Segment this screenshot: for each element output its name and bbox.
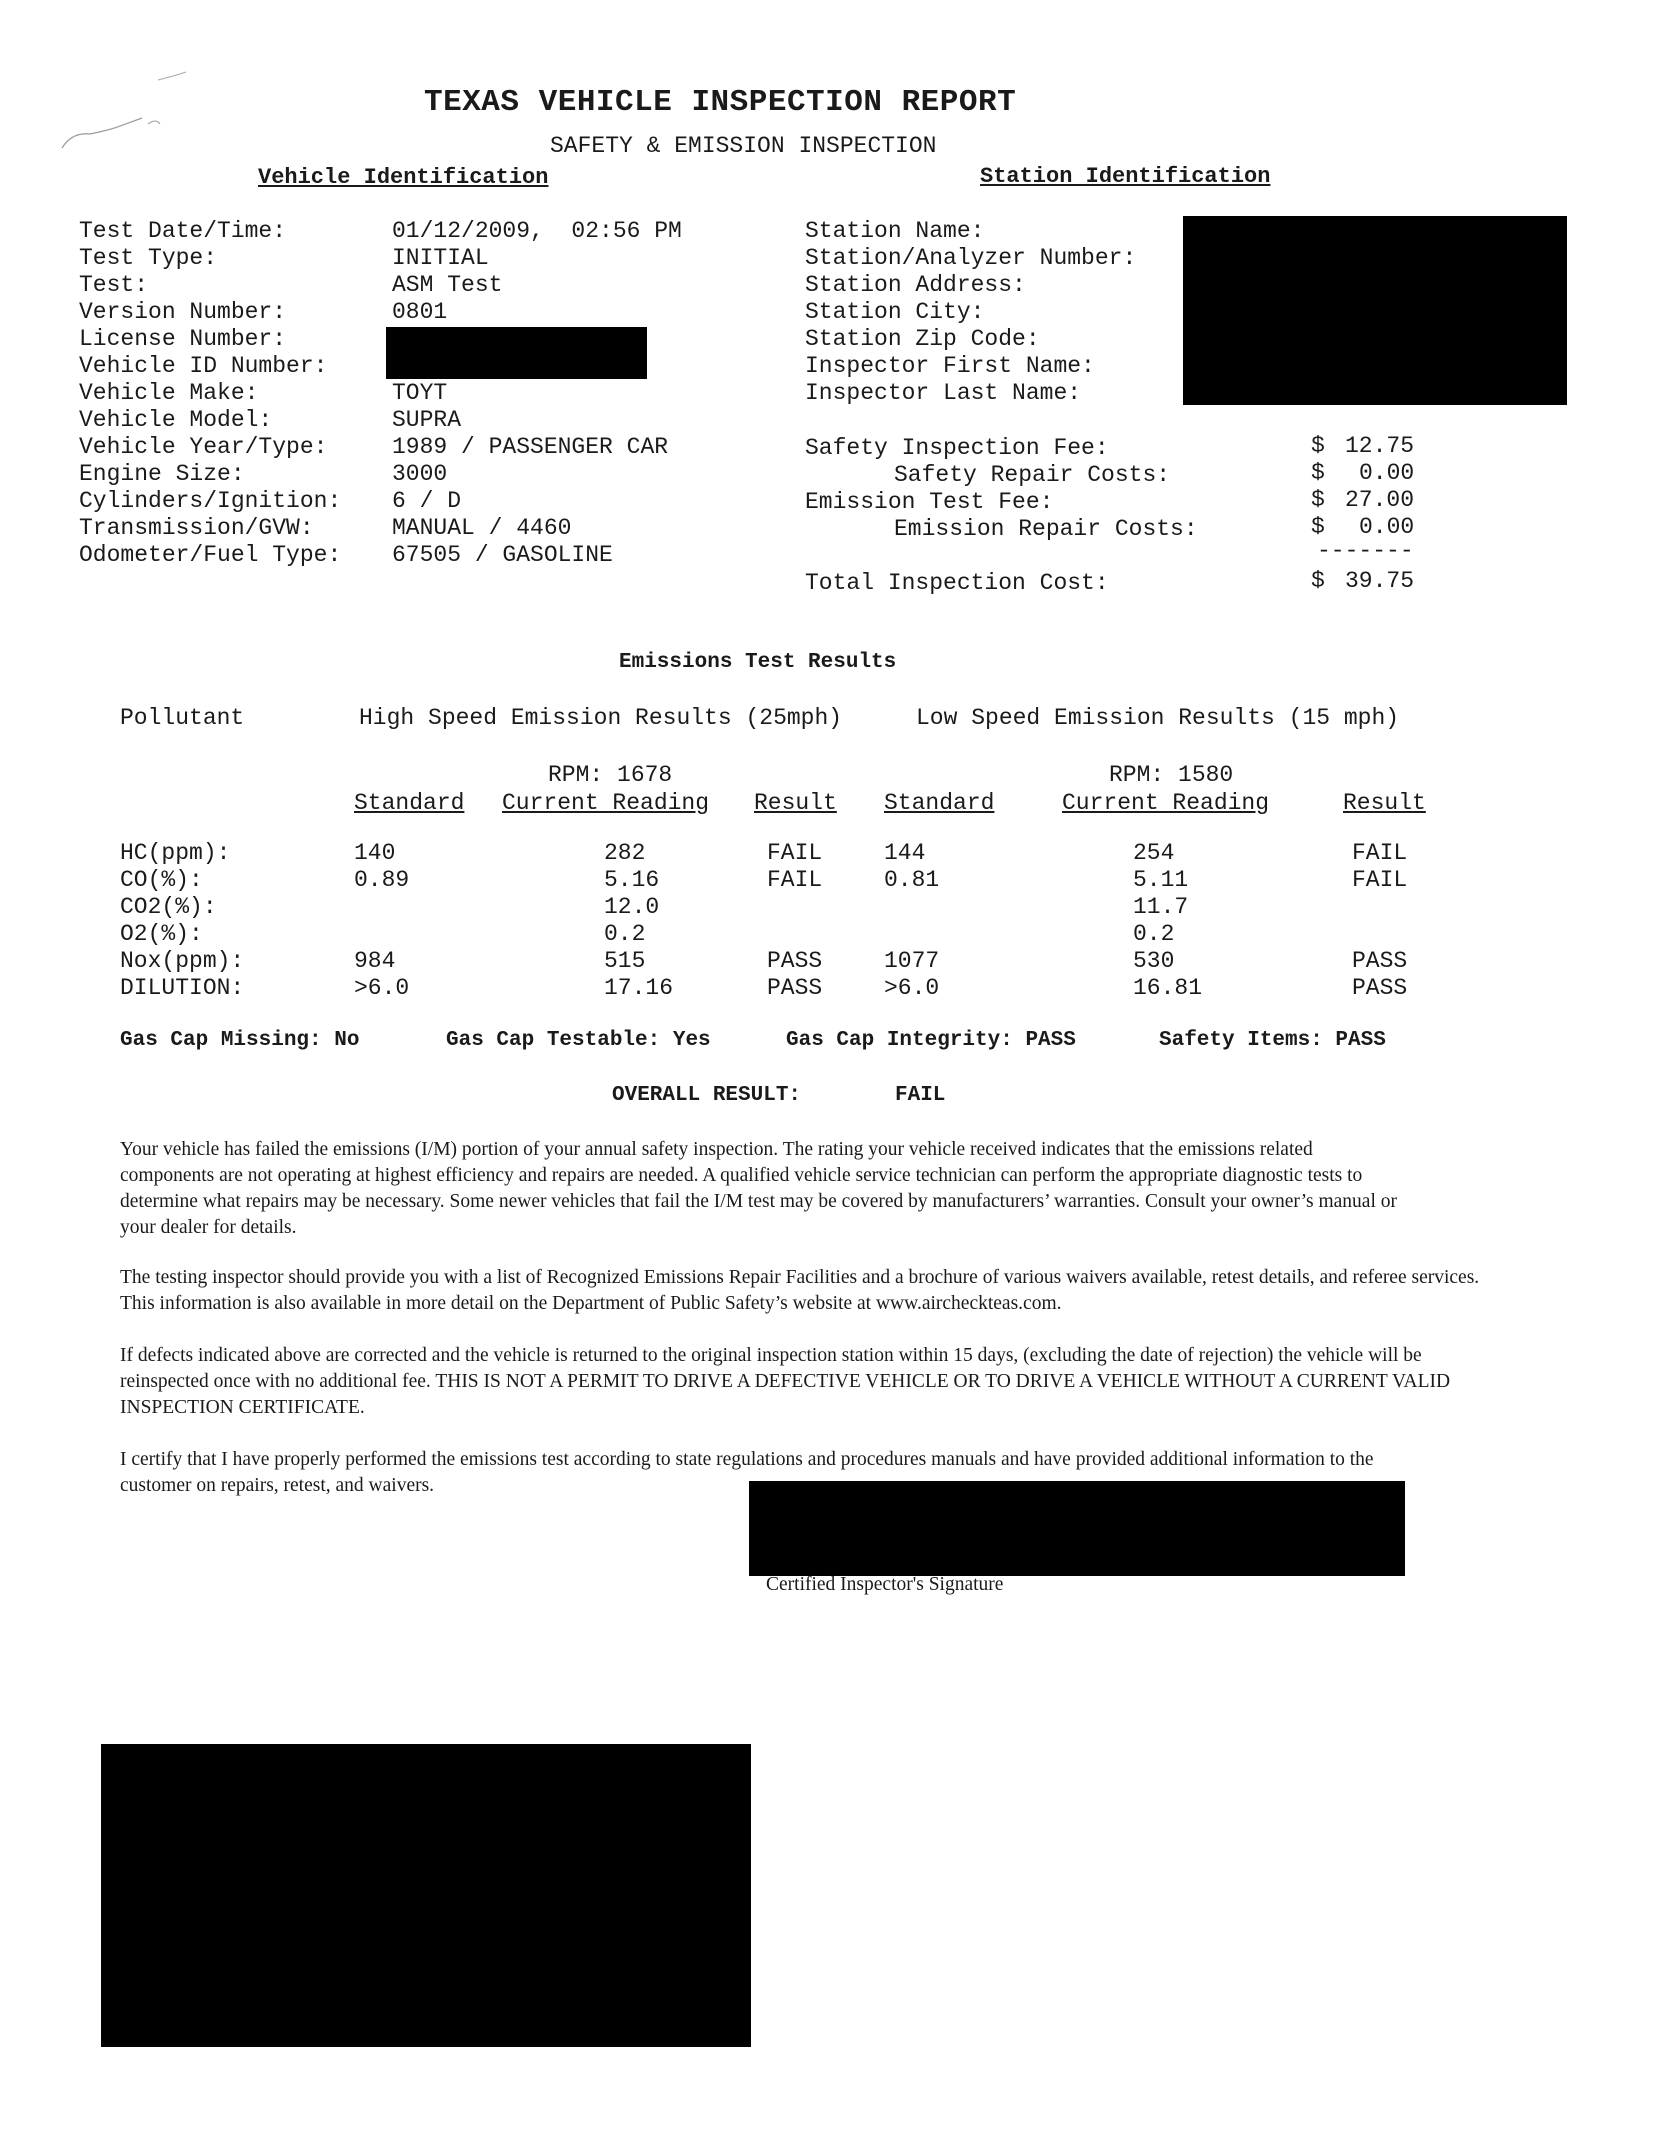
vehicle-row-label: Transmission/GVW: bbox=[79, 515, 314, 541]
station-row-label: Station City: bbox=[805, 299, 985, 325]
safety-fee-label: Safety Inspection Fee: bbox=[805, 435, 1109, 461]
safety-repair-label: Safety Repair Costs: bbox=[894, 462, 1171, 488]
station-row-label: Inspector First Name: bbox=[805, 353, 1095, 379]
hs-standard-header: Standard bbox=[354, 790, 465, 816]
hs-current-cell: 0.2 bbox=[604, 921, 646, 947]
ls-current-cell: 16.81 bbox=[1133, 975, 1203, 1001]
emission-repair-label: Emission Repair Costs: bbox=[894, 516, 1198, 542]
ls-standard-cell: 0.81 bbox=[884, 867, 940, 893]
vehicle-row-value: 0801 bbox=[392, 299, 448, 325]
pollutant-cell: DILUTION: bbox=[120, 975, 245, 1001]
hs-current-cell: 5.16 bbox=[604, 867, 660, 893]
vehicle-row-value: 3000 bbox=[392, 461, 448, 487]
station-row-label: Inspector Last Name: bbox=[805, 380, 1082, 406]
low-speed-rpm: RPM: 1580 bbox=[1109, 762, 1234, 788]
pollutant-cell: O2(%): bbox=[120, 921, 203, 947]
vehicle-row-value: INITIAL bbox=[392, 245, 489, 271]
reinspection-paragraph: If defects indicated above are corrected and the vehicle is returned to the original inspection station within 15 days, (excluding the date of rejection) the vehicle will be reinspected once with no additional fee. THIS IS NOT A PERMIT TO DRIVE A DEFECTIVE VEHICLE OR TO DRIVE A VEHICLE WITHOUT A CURRENT VALID INSPECTION CERTIFICATE. bbox=[120, 1345, 1451, 1418]
pollutant-header: Pollutant bbox=[120, 705, 245, 731]
gas-cap-integrity: Gas Cap Integrity: PASS bbox=[786, 1029, 1076, 1052]
vehicle-row-label: Engine Size: bbox=[79, 461, 245, 487]
gas-cap-missing: Gas Cap Missing: No bbox=[120, 1029, 360, 1052]
vehicle-row-value: ASM Test bbox=[392, 272, 503, 298]
hs-result-header: Result bbox=[754, 790, 837, 816]
total-cost-label: Total Inspection Cost: bbox=[805, 570, 1109, 596]
ls-current-header: Current Reading bbox=[1062, 790, 1270, 816]
ls-result-cell: FAIL bbox=[1352, 867, 1408, 893]
hs-result-cell: PASS bbox=[767, 948, 823, 974]
vehicle-row-label: Vehicle Year/Type: bbox=[79, 434, 328, 460]
vehicle-row-label: Test Date/Time: bbox=[79, 218, 287, 244]
high-speed-rpm: RPM: 1678 bbox=[548, 762, 673, 788]
ls-result-header: Result bbox=[1343, 790, 1426, 816]
ls-standard-header: Standard bbox=[884, 790, 995, 816]
report-title: TEXAS VEHICLE INSPECTION REPORT bbox=[424, 85, 1017, 120]
hs-current-header: Current Reading bbox=[502, 790, 710, 816]
vehicle-row-value: 67505 / GASOLINE bbox=[392, 542, 613, 568]
high-speed-header: High Speed Emission Results (25mph) bbox=[359, 705, 843, 731]
vehicle-row-label: Odometer/Fuel Type: bbox=[79, 542, 342, 568]
inspector-info-paragraph: The testing inspector should provide you with a list of Recognized Emissions Repair Facilities and a brochure of various waivers available, retest details, and referee services. This information is also available in more detail on the Department of Public Safety’s website at www.aircheckteas.com. bbox=[120, 1267, 1480, 1314]
vehicle-row-value: TOYT bbox=[392, 380, 448, 406]
vehicle-row-value: SUPRA bbox=[392, 407, 462, 433]
pollutant-cell: Nox(ppm): bbox=[120, 948, 245, 974]
hs-result-cell: PASS bbox=[767, 975, 823, 1001]
failure-explanation-paragraph: Your vehicle has failed the emissions (I/M) portion of your annual safety inspection. The rating your vehicle received indicates that the emissions related components are not operating at highest efficiency and repairs are needed. A qualified vehicle service technician can perform the appropriate diagnostic tests to determine what repairs may be necessary. Some newer vehicles that fail the I/M test may be covered by manufacturers’ warranties. Consult your owner’s manual or your dealer for details. bbox=[120, 1139, 1397, 1238]
ls-result-cell: PASS bbox=[1352, 948, 1408, 974]
ls-current-cell: 11.7 bbox=[1133, 894, 1189, 920]
pollutant-cell: HC(ppm): bbox=[120, 840, 231, 866]
hs-current-cell: 515 bbox=[604, 948, 646, 974]
ls-result-cell: FAIL bbox=[1352, 840, 1408, 866]
ls-standard-cell: 144 bbox=[884, 840, 926, 866]
hs-standard-cell: 0.89 bbox=[354, 867, 410, 893]
vehicle-row-label: Vehicle Make: bbox=[79, 380, 259, 406]
ls-current-cell: 5.11 bbox=[1133, 867, 1189, 893]
station-row-label: Station Address: bbox=[805, 272, 1026, 298]
station-row-label: Station Zip Code: bbox=[805, 326, 1040, 352]
emission-fee-amount: 27.00 bbox=[1345, 487, 1415, 513]
ls-current-cell: 254 bbox=[1133, 840, 1175, 866]
hs-standard-cell: 984 bbox=[354, 948, 396, 974]
vehicle-row-label: Test Type: bbox=[79, 245, 218, 271]
hs-standard-cell: 140 bbox=[354, 840, 396, 866]
pollutant-cell: CO(%): bbox=[120, 867, 203, 893]
station-row-label: Station/Analyzer Number: bbox=[805, 245, 1137, 271]
sticker-redaction bbox=[101, 1744, 751, 2047]
low-speed-header: Low Speed Emission Results (15 mph) bbox=[916, 705, 1400, 731]
report-subtitle: SAFETY & EMISSION INSPECTION bbox=[550, 133, 937, 159]
license-vin-redaction bbox=[386, 327, 647, 379]
vehicle-row-value: 6 / D bbox=[392, 488, 462, 514]
hs-current-cell: 12.0 bbox=[604, 894, 660, 920]
emission-repair-currency: $ bbox=[1311, 514, 1325, 540]
ls-current-cell: 530 bbox=[1133, 948, 1175, 974]
vehicle-row-label: Version Number: bbox=[79, 299, 287, 325]
vehicle-row-label: Vehicle ID Number: bbox=[79, 353, 328, 379]
hs-result-cell: FAIL bbox=[767, 867, 823, 893]
vehicle-row-label: Vehicle Model: bbox=[79, 407, 273, 433]
pollutant-cell: CO2(%): bbox=[120, 894, 217, 920]
emission-fee-currency: $ bbox=[1311, 487, 1325, 513]
signature-label: Certified Inspector's Signature bbox=[766, 1574, 1004, 1595]
hs-current-cell: 282 bbox=[604, 840, 646, 866]
vehicle-row-label: Test: bbox=[79, 272, 149, 298]
station-row-label: Station Name: bbox=[805, 218, 985, 244]
ls-standard-cell: 1077 bbox=[884, 948, 940, 974]
vehicle-row-label: License Number: bbox=[79, 326, 287, 352]
vehicle-identification-heading: Vehicle Identification bbox=[258, 165, 549, 190]
certification-paragraph: I certify that I have properly performed the emissions test according to state regulations and procedures manuals and have provided additional information to the customer on repairs, retest, and waivers. bbox=[120, 1449, 1374, 1496]
safety-repair-currency: $ bbox=[1311, 460, 1325, 486]
vehicle-row-value: 1989 / PASSENGER CAR bbox=[392, 434, 669, 460]
vehicle-row-value: 01/12/2009, 02:56 PM bbox=[392, 218, 682, 244]
hs-standard-cell: >6.0 bbox=[354, 975, 410, 1001]
gas-cap-testable: Gas Cap Testable: Yes bbox=[446, 1029, 711, 1052]
station-info-redaction bbox=[1183, 216, 1567, 405]
overall-result-label: OVERALL RESULT: bbox=[612, 1084, 802, 1107]
fee-separator: ------- bbox=[1317, 538, 1414, 564]
station-identification-heading: Station Identification bbox=[980, 164, 1271, 189]
safety-repair-amount: 0.00 bbox=[1359, 460, 1415, 486]
total-cost-currency: $ bbox=[1311, 568, 1325, 594]
emissions-heading: Emissions Test Results bbox=[619, 651, 897, 674]
hs-current-cell: 17.16 bbox=[604, 975, 674, 1001]
emission-fee-label: Emission Test Fee: bbox=[805, 489, 1054, 515]
total-cost-amount: 39.75 bbox=[1345, 568, 1415, 594]
pen-scribble-mark bbox=[50, 60, 230, 160]
vehicle-row-label: Cylinders/Ignition: bbox=[79, 488, 342, 514]
emission-repair-amount: 0.00 bbox=[1359, 514, 1415, 540]
signature-redaction bbox=[749, 1481, 1405, 1576]
safety-items: Safety Items: PASS bbox=[1159, 1029, 1386, 1052]
vehicle-row-value: MANUAL / 4460 bbox=[392, 515, 572, 541]
safety-fee-currency: $ bbox=[1311, 433, 1325, 459]
safety-fee-amount: 12.75 bbox=[1345, 433, 1415, 459]
ls-result-cell: PASS bbox=[1352, 975, 1408, 1001]
overall-result-value: FAIL bbox=[895, 1084, 946, 1107]
ls-standard-cell: >6.0 bbox=[884, 975, 940, 1001]
ls-current-cell: 0.2 bbox=[1133, 921, 1175, 947]
hs-result-cell: FAIL bbox=[767, 840, 823, 866]
